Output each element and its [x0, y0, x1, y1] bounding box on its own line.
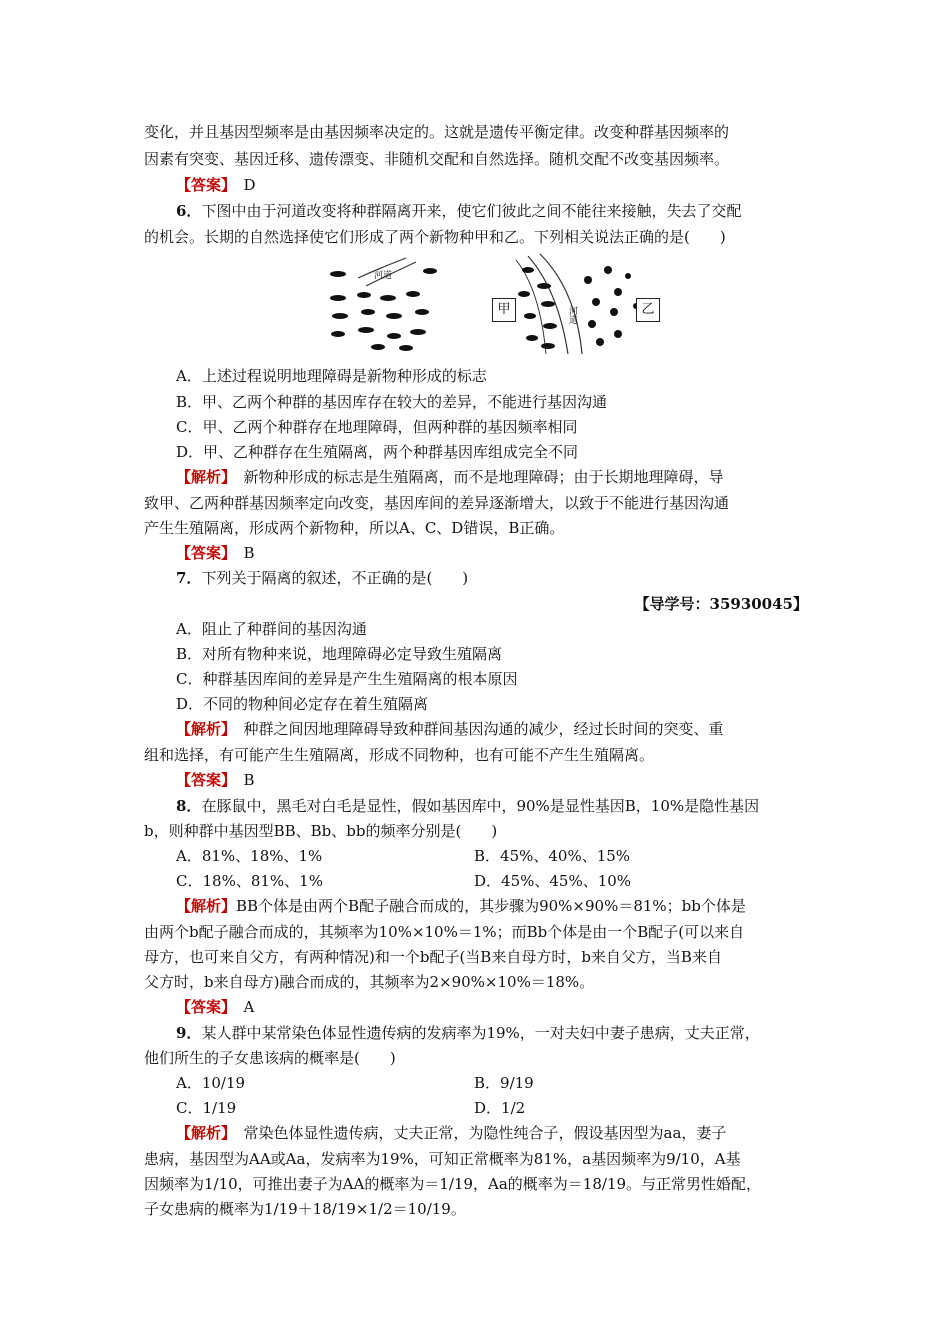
- q6-analysis-1: 【解析】 新物种形成的标志是生殖隔离，而不是地理障碍；由于长期地理障碍，导: [176, 468, 724, 486]
- q9-stem-1: 9．某人群中某常染色体显性遗传病的发病率为19%，一对夫妇中妻子患病，丈夫正常，: [176, 1024, 760, 1042]
- q9-stem-2: 他们所生的子女患该病的概率是( ): [144, 1049, 396, 1067]
- q7-option-a: A．阻止了种群间的基因沟通: [176, 620, 367, 638]
- answer-tag: 【答案】: [176, 544, 229, 562]
- q8-analysis-2: 由两个b配子融合而成的，其频率为10%×10%＝1%；而Bb个体是由一个B配子(可以来自: [144, 923, 745, 941]
- q9-option-a: A．10/19: [176, 1074, 246, 1092]
- q6-stem-1: 6．下图中由于河道改变将种群隔离开来，使它们彼此之间不能往来接触，失去了交配: [176, 202, 742, 220]
- q9-number: 9．: [176, 1024, 202, 1042]
- intro-line-2: 因素有突变、基因迁移、遗传漂变、非随机交配和自然选择。随机交配不改变基因频率。: [144, 150, 730, 168]
- answer-value: D: [243, 176, 256, 194]
- q9-analysis-3: 因频率为1/10，可推出妻子为AA的概率为＝1/19，Aa的概率为＝18/19。与正常男性婚配，: [144, 1175, 762, 1193]
- q7-answer: [176, 770, 255, 790]
- q8-answer: [176, 997, 254, 1017]
- q6-figure: [318, 250, 668, 358]
- river-label-left: 河道: [374, 271, 393, 281]
- q7-option-c: C．种群基因库间的差异是产生生殖隔离的根本原因: [176, 670, 518, 688]
- q7-analysis-2: 组和选择，有可能产生生殖隔离，形成不同物种，也有可能不产生生殖隔离。: [144, 746, 655, 764]
- q9-option-c: C．1/19: [176, 1099, 237, 1117]
- q6-analysis-2: 致甲、乙两种群基因频率定向改变，基因库间的差异逐渐增大，以致于不能进行基因沟通: [144, 494, 730, 512]
- answer-tag: 【答案】: [176, 771, 229, 789]
- analysis-tag: 【解析】: [176, 720, 229, 738]
- answer-tag: 【答案】: [176, 176, 229, 194]
- analysis-tag: 【解析】: [176, 1124, 229, 1142]
- q6-analysis-3: 产生生殖隔离，形成两个新物种，所以A、C、D错误，B正确。: [144, 519, 565, 537]
- answer-tag: 【答案】: [176, 998, 229, 1016]
- q9-analysis-4: 子女患病的概率为1/19＋18/19×1/2＝10/19。: [144, 1200, 466, 1218]
- q8-option-b: B．45%、40%、15%: [474, 847, 631, 865]
- q8-option-a: A．81%、18%、1%: [176, 847, 323, 865]
- q6-stem-2: 的机会。长期的自然选择使它们形成了两个新物种甲和乙。下列相关说法正确的是( ): [144, 228, 726, 246]
- answer-value: B: [243, 544, 255, 562]
- q6-number: 6．: [176, 202, 202, 220]
- intro-line-1: 变化，并且基因型频率是由基因频率决定的。这就是遗传平衡定律。改变种群基因频率的: [144, 123, 730, 141]
- q8-stem-2: b，则种群中基因型BB、Bb、bb的频率分别是( ): [144, 822, 498, 840]
- q9-analysis-1: 【解析】 常染色体显性遗传病，丈夫正常，为隐性纯合子，假设基因型为aa，妻子: [176, 1124, 727, 1142]
- jia-population-icons: [518, 267, 557, 349]
- q8-analysis-3: 母方，也可来自父方，有两种情况)和一个b配子(当B来自母方时，b来自父方，当B来自: [144, 948, 722, 966]
- q8-number: 8．: [176, 797, 202, 815]
- q9-analysis-2: 患病，基因型为AA或Aa，发病率为19%，可知正常概率为81%，a基因频率为9/10，A基: [144, 1150, 741, 1168]
- analysis-tag: 【解析】: [176, 468, 229, 486]
- label-jia: 甲: [492, 298, 516, 322]
- river-label-right: 河道: [567, 306, 577, 324]
- q8-stem-1: 8．在豚鼠中，黑毛对白毛是显性，假如基因库中，90%是显性基因B，10%是隐性基因: [176, 797, 760, 815]
- q8-option-d: D．45%、45%、10%: [474, 872, 632, 890]
- q7-option-b: B．对所有物种来说，地理障碍必定导致生殖隔离: [176, 645, 503, 663]
- q8-analysis-1: 【解析】BB个体是由两个B配子融合而成的，其步骤为90%×90%＝81%；bb个体是: [176, 897, 746, 915]
- q6-option-b: B．甲、乙两个种群的基因库存在较大的差异，不能进行基因沟通: [176, 393, 608, 411]
- intro-answer: [176, 175, 256, 195]
- q8-analysis-4: 父方时，b来自母方)融合而成的，其频率为2×90%×10%＝18%。: [144, 973, 595, 991]
- q9-option-b: B．9/19: [474, 1074, 534, 1092]
- q6-answer: [176, 543, 255, 563]
- yi-population-icons: [584, 266, 639, 346]
- q6-option-a: A．上述过程说明地理障碍是新物种形成的标志: [176, 367, 487, 385]
- answer-value: B: [243, 771, 255, 789]
- analysis-tag: 【解析】: [176, 897, 237, 915]
- q8-option-c: C．18%、81%、1%: [176, 872, 323, 890]
- q7-analysis-1: 【解析】 种群之间因地理障碍导致种群间基因沟通的减少，经过长时间的突变、重: [176, 720, 724, 738]
- q7-number: 7．: [176, 569, 202, 587]
- q6-option-d: D．甲、乙种群存在生殖隔离，两个种群基因库组成完全不同: [176, 443, 579, 461]
- answer-value: A: [243, 998, 255, 1016]
- q9-option-d: D．1/2: [474, 1099, 526, 1117]
- q6-option-c: C．甲、乙两个种群存在地理障碍，但两种群的基因频率相同: [176, 418, 578, 436]
- q7-option-d: D．不同的物种间必定存在着生殖隔离: [176, 695, 429, 713]
- guide-number: 【导学号：35930045】: [634, 595, 808, 613]
- q7-stem: 7．下列关于隔离的叙述，不正确的是( ): [176, 569, 469, 587]
- label-yi: 乙: [636, 298, 660, 322]
